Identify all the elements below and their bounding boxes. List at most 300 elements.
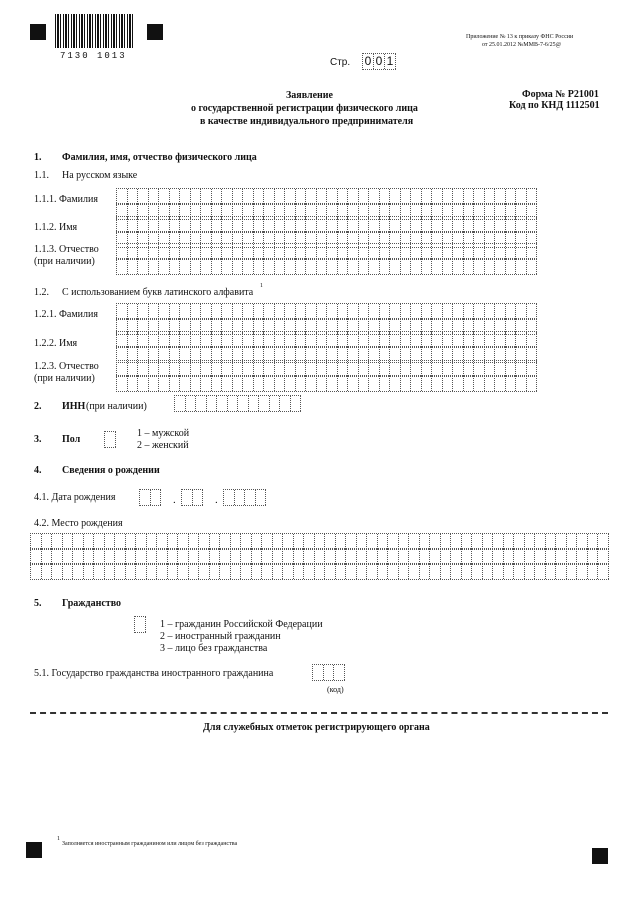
char-cell[interactable] (191, 217, 202, 232)
char-cell[interactable] (506, 304, 517, 319)
char-cell[interactable] (483, 549, 494, 564)
char-cell[interactable] (283, 549, 294, 564)
char-cell[interactable] (128, 376, 139, 391)
char-cell[interactable] (136, 534, 147, 549)
char-cell[interactable] (201, 361, 212, 376)
char-cell[interactable] (390, 376, 401, 391)
char-cell[interactable] (180, 259, 191, 274)
char-cell[interactable] (296, 259, 307, 274)
char-cell[interactable] (334, 665, 345, 680)
char-cell[interactable] (180, 332, 191, 347)
char-cell[interactable] (485, 189, 496, 204)
char-cell[interactable] (338, 304, 349, 319)
char-cell[interactable] (182, 490, 193, 505)
char-cell[interactable] (338, 217, 349, 232)
char-cell[interactable] (136, 564, 147, 579)
char-cell[interactable] (390, 217, 401, 232)
char-cell[interactable] (327, 376, 338, 391)
char-cell[interactable] (525, 534, 536, 549)
char-cell[interactable] (254, 189, 265, 204)
char-cell[interactable] (201, 376, 212, 391)
char-cell[interactable] (189, 549, 200, 564)
char-cell[interactable] (151, 490, 162, 505)
char-cell[interactable] (577, 534, 588, 549)
char-cell[interactable] (222, 332, 233, 347)
char-cell[interactable] (313, 665, 324, 680)
inn-field[interactable] (174, 395, 301, 412)
char-cell[interactable] (527, 259, 538, 274)
char-cell[interactable] (180, 217, 191, 232)
char-cell[interactable] (115, 534, 126, 549)
char-cell[interactable] (254, 304, 265, 319)
char-cell[interactable] (443, 332, 454, 347)
char-cell[interactable] (411, 217, 422, 232)
char-cell[interactable] (556, 564, 567, 579)
char-cell[interactable] (280, 396, 291, 411)
char-cell[interactable] (180, 304, 191, 319)
char-cell[interactable] (380, 304, 391, 319)
char-cell[interactable] (243, 217, 254, 232)
char-cell[interactable] (193, 490, 204, 505)
char-cell[interactable] (369, 217, 380, 232)
char-cell[interactable] (296, 332, 307, 347)
char-cell[interactable] (327, 361, 338, 376)
char-cell[interactable] (306, 332, 317, 347)
char-cell[interactable] (359, 244, 370, 259)
char-cell[interactable] (73, 564, 84, 579)
char-cell[interactable] (31, 549, 42, 564)
char-cell[interactable] (84, 564, 95, 579)
char-cell[interactable] (325, 564, 336, 579)
char-cell[interactable] (128, 361, 139, 376)
char-cell[interactable] (483, 534, 494, 549)
char-cell[interactable] (31, 534, 42, 549)
char-cell[interactable] (399, 564, 410, 579)
char-cell[interactable] (527, 217, 538, 232)
char-cell[interactable] (128, 332, 139, 347)
char-cell[interactable] (464, 304, 475, 319)
char-cell[interactable] (430, 534, 441, 549)
char-cell[interactable] (516, 259, 527, 274)
char-cell[interactable] (196, 396, 207, 411)
char-cell[interactable] (567, 564, 578, 579)
char-cell[interactable] (338, 332, 349, 347)
char-cell[interactable] (378, 564, 389, 579)
char-cell[interactable] (210, 549, 221, 564)
char-cell[interactable] (73, 549, 84, 564)
char-cell[interactable] (285, 361, 296, 376)
char-cell[interactable] (422, 217, 433, 232)
char-cell[interactable] (493, 564, 504, 579)
char-cell[interactable] (546, 534, 557, 549)
char-cell[interactable] (464, 244, 475, 259)
char-cell[interactable] (243, 376, 254, 391)
char-cell[interactable] (369, 259, 380, 274)
char-cell[interactable] (222, 304, 233, 319)
char-cell[interactable] (399, 534, 410, 549)
char-cell[interactable] (212, 361, 223, 376)
char-cell[interactable] (430, 564, 441, 579)
char-cell[interactable] (388, 549, 399, 564)
char-cell[interactable] (514, 534, 525, 549)
char-cell[interactable] (504, 534, 515, 549)
char-cell[interactable] (327, 244, 338, 259)
char-cell[interactable] (212, 244, 223, 259)
char-cell[interactable] (275, 304, 286, 319)
char-cell[interactable] (577, 549, 588, 564)
char-cell[interactable] (275, 259, 286, 274)
char-cell[interactable] (136, 549, 147, 564)
char-cell[interactable] (117, 189, 128, 204)
char-cell[interactable] (254, 376, 265, 391)
char-cell[interactable] (285, 217, 296, 232)
char-cell[interactable] (506, 361, 517, 376)
char-cell[interactable] (42, 564, 53, 579)
char-cell[interactable] (243, 304, 254, 319)
char-cell[interactable] (380, 332, 391, 347)
char-cell[interactable] (472, 564, 483, 579)
char-cell[interactable] (516, 244, 527, 259)
char-cell[interactable] (245, 490, 256, 505)
char-cell[interactable] (212, 189, 223, 204)
char-cell[interactable] (516, 189, 527, 204)
char-cell[interactable] (52, 534, 63, 549)
char-cell[interactable] (94, 534, 105, 549)
char-cell[interactable] (525, 564, 536, 579)
char-cell[interactable] (443, 244, 454, 259)
char-cell[interactable] (464, 361, 475, 376)
char-cell[interactable] (367, 534, 378, 549)
char-cell[interactable] (336, 534, 347, 549)
char-cell[interactable] (212, 376, 223, 391)
char-cell[interactable] (359, 304, 370, 319)
char-cell[interactable] (243, 361, 254, 376)
char-cell[interactable] (73, 534, 84, 549)
char-cell[interactable] (567, 549, 578, 564)
char-cell[interactable] (149, 244, 160, 259)
char-cell[interactable] (140, 490, 151, 505)
char-cell[interactable] (222, 189, 233, 204)
char-cell[interactable] (201, 189, 212, 204)
char-cell[interactable] (527, 244, 538, 259)
char-cell[interactable] (126, 549, 137, 564)
char-cell[interactable] (367, 564, 378, 579)
char-cell[interactable] (175, 396, 186, 411)
char-cell[interactable] (128, 304, 139, 319)
char-cell[interactable] (598, 549, 609, 564)
char-cell[interactable] (422, 304, 433, 319)
char-cell[interactable] (191, 376, 202, 391)
char-cell[interactable] (315, 534, 326, 549)
char-cell[interactable] (138, 189, 149, 204)
char-cell[interactable] (233, 259, 244, 274)
char-cell[interactable] (233, 189, 244, 204)
char-cell[interactable] (338, 376, 349, 391)
char-cell[interactable] (327, 332, 338, 347)
char-cell[interactable] (327, 259, 338, 274)
char-cell[interactable] (157, 549, 168, 564)
char-cell[interactable] (138, 361, 149, 376)
char-cell[interactable] (411, 189, 422, 204)
char-cell[interactable] (117, 332, 128, 347)
char-cell[interactable] (138, 376, 149, 391)
char-cell[interactable] (495, 304, 506, 319)
char-cell[interactable] (199, 534, 210, 549)
char-cell[interactable] (441, 534, 452, 549)
char-cell[interactable] (170, 217, 181, 232)
char-cell[interactable] (422, 259, 433, 274)
char-cell[interactable] (359, 376, 370, 391)
citizenship-field[interactable] (134, 616, 146, 633)
char-cell[interactable] (338, 189, 349, 204)
char-cell[interactable] (474, 376, 485, 391)
char-cell[interactable] (191, 259, 202, 274)
char-cell[interactable] (420, 549, 431, 564)
char-cell[interactable] (252, 534, 263, 549)
char-cell[interactable] (149, 376, 160, 391)
char-cell[interactable] (506, 332, 517, 347)
char-cell[interactable] (432, 244, 443, 259)
char-cell[interactable] (453, 332, 464, 347)
char-cell[interactable] (117, 304, 128, 319)
char-cell[interactable] (201, 244, 212, 259)
char-cell[interactable] (357, 549, 368, 564)
char-cell[interactable] (241, 549, 252, 564)
char-cell[interactable] (149, 361, 160, 376)
char-cell[interactable] (577, 564, 588, 579)
char-cell[interactable] (294, 534, 305, 549)
char-cell[interactable] (170, 244, 181, 259)
char-cell[interactable] (317, 189, 328, 204)
char-cell[interactable] (42, 549, 53, 564)
char-cell[interactable] (317, 332, 328, 347)
char-cell[interactable] (201, 217, 212, 232)
char-cell[interactable] (390, 304, 401, 319)
char-cell[interactable] (294, 549, 305, 564)
char-cell[interactable] (199, 549, 210, 564)
char-cell[interactable] (273, 534, 284, 549)
char-cell[interactable] (514, 564, 525, 579)
char-cell[interactable] (170, 361, 181, 376)
char-cell[interactable] (222, 259, 233, 274)
birth-month-field[interactable] (181, 489, 203, 506)
char-cell[interactable] (474, 332, 485, 347)
char-cell[interactable] (262, 564, 273, 579)
char-cell[interactable] (493, 549, 504, 564)
char-cell[interactable] (493, 534, 504, 549)
char-cell[interactable] (346, 534, 357, 549)
char-cell[interactable] (422, 332, 433, 347)
char-cell[interactable] (306, 361, 317, 376)
char-cell[interactable] (369, 304, 380, 319)
char-cell[interactable] (115, 549, 126, 564)
char-cell[interactable] (149, 217, 160, 232)
char-cell[interactable] (317, 361, 328, 376)
char-cell[interactable] (516, 217, 527, 232)
char-cell[interactable] (390, 361, 401, 376)
char-cell[interactable] (588, 534, 599, 549)
char-cell[interactable] (464, 217, 475, 232)
char-cell[interactable] (147, 564, 158, 579)
char-cell[interactable] (378, 534, 389, 549)
gender-field[interactable] (104, 431, 116, 448)
char-cell[interactable] (380, 217, 391, 232)
char-cell[interactable] (453, 189, 464, 204)
char-cell[interactable] (52, 564, 63, 579)
char-cell[interactable] (348, 217, 359, 232)
char-cell[interactable] (231, 564, 242, 579)
char-cell[interactable] (380, 244, 391, 259)
char-cell[interactable] (168, 564, 179, 579)
char-cell[interactable] (324, 665, 335, 680)
char-cell[interactable] (485, 304, 496, 319)
char-cell[interactable] (315, 549, 326, 564)
char-cell[interactable] (233, 304, 244, 319)
char-cell[interactable] (304, 564, 315, 579)
char-cell[interactable] (233, 217, 244, 232)
char-cell[interactable] (441, 549, 452, 564)
char-cell[interactable] (199, 564, 210, 579)
char-cell[interactable] (180, 361, 191, 376)
char-cell[interactable] (485, 332, 496, 347)
char-cell[interactable] (401, 217, 412, 232)
char-cell[interactable] (504, 564, 515, 579)
char-cell[interactable] (369, 244, 380, 259)
char-cell[interactable] (474, 304, 485, 319)
char-cell[interactable] (401, 189, 412, 204)
char-cell[interactable] (222, 361, 233, 376)
char-cell[interactable] (264, 304, 275, 319)
char-cell[interactable] (485, 217, 496, 232)
char-cell[interactable] (306, 244, 317, 259)
char-cell[interactable] (243, 259, 254, 274)
char-cell[interactable] (527, 189, 538, 204)
char-cell[interactable] (275, 361, 286, 376)
char-cell[interactable] (254, 259, 265, 274)
char-cell[interactable] (401, 361, 412, 376)
patronymic-lat-field-row2[interactable] (116, 375, 537, 392)
char-cell[interactable] (348, 259, 359, 274)
char-cell[interactable] (138, 259, 149, 274)
char-cell[interactable] (432, 376, 443, 391)
char-cell[interactable] (126, 564, 137, 579)
char-cell[interactable] (52, 549, 63, 564)
char-cell[interactable] (399, 549, 410, 564)
char-cell[interactable] (369, 189, 380, 204)
char-cell[interactable] (296, 244, 307, 259)
char-cell[interactable] (495, 376, 506, 391)
char-cell[interactable] (231, 549, 242, 564)
char-cell[interactable] (159, 332, 170, 347)
char-cell[interactable] (420, 564, 431, 579)
char-cell[interactable] (31, 564, 42, 579)
char-cell[interactable] (380, 259, 391, 274)
char-cell[interactable] (128, 244, 139, 259)
char-cell[interactable] (338, 259, 349, 274)
char-cell[interactable] (556, 534, 567, 549)
char-cell[interactable] (411, 376, 422, 391)
char-cell[interactable] (285, 244, 296, 259)
char-cell[interactable] (453, 217, 464, 232)
char-cell[interactable] (84, 534, 95, 549)
char-cell[interactable] (105, 549, 116, 564)
char-cell[interactable] (222, 376, 233, 391)
char-cell[interactable] (546, 564, 557, 579)
char-cell[interactable] (474, 259, 485, 274)
char-cell[interactable] (159, 376, 170, 391)
char-cell[interactable] (147, 549, 158, 564)
char-cell[interactable] (369, 361, 380, 376)
char-cell[interactable] (168, 549, 179, 564)
char-cell[interactable] (462, 564, 473, 579)
char-cell[interactable] (149, 259, 160, 274)
char-cell[interactable] (283, 534, 294, 549)
char-cell[interactable] (159, 259, 170, 274)
char-cell[interactable] (464, 332, 475, 347)
char-cell[interactable] (159, 304, 170, 319)
char-cell[interactable] (483, 564, 494, 579)
char-cell[interactable] (409, 564, 420, 579)
char-cell[interactable] (191, 189, 202, 204)
char-cell[interactable] (495, 217, 506, 232)
char-cell[interactable] (359, 332, 370, 347)
char-cell[interactable] (380, 376, 391, 391)
char-cell[interactable] (346, 549, 357, 564)
char-cell[interactable] (180, 189, 191, 204)
char-cell[interactable] (249, 396, 260, 411)
patronymic-ru-field-row2[interactable] (116, 258, 537, 275)
char-cell[interactable] (357, 534, 368, 549)
char-cell[interactable] (380, 361, 391, 376)
char-cell[interactable] (159, 361, 170, 376)
char-cell[interactable] (432, 361, 443, 376)
char-cell[interactable] (186, 396, 197, 411)
char-cell[interactable] (472, 549, 483, 564)
char-cell[interactable] (117, 376, 128, 391)
char-cell[interactable] (220, 534, 231, 549)
char-cell[interactable] (317, 304, 328, 319)
char-cell[interactable] (474, 217, 485, 232)
char-cell[interactable] (149, 332, 160, 347)
char-cell[interactable] (217, 396, 228, 411)
char-cell[interactable] (348, 361, 359, 376)
char-cell[interactable] (264, 361, 275, 376)
char-cell[interactable] (451, 564, 462, 579)
char-cell[interactable] (474, 189, 485, 204)
char-cell[interactable] (178, 564, 189, 579)
char-cell[interactable] (117, 361, 128, 376)
char-cell[interactable] (390, 332, 401, 347)
char-cell[interactable] (273, 564, 284, 579)
char-cell[interactable] (254, 244, 265, 259)
char-cell[interactable] (422, 244, 433, 259)
char-cell[interactable] (598, 534, 609, 549)
char-cell[interactable] (233, 376, 244, 391)
char-cell[interactable] (430, 549, 441, 564)
char-cell[interactable] (401, 259, 412, 274)
char-cell[interactable] (348, 376, 359, 391)
char-cell[interactable] (443, 361, 454, 376)
char-cell[interactable] (207, 396, 218, 411)
char-cell[interactable] (304, 549, 315, 564)
char-cell[interactable] (294, 564, 305, 579)
char-cell[interactable] (472, 534, 483, 549)
char-cell[interactable] (238, 396, 249, 411)
char-cell[interactable] (453, 304, 464, 319)
char-cell[interactable] (338, 244, 349, 259)
char-cell[interactable] (275, 217, 286, 232)
char-cell[interactable] (525, 549, 536, 564)
